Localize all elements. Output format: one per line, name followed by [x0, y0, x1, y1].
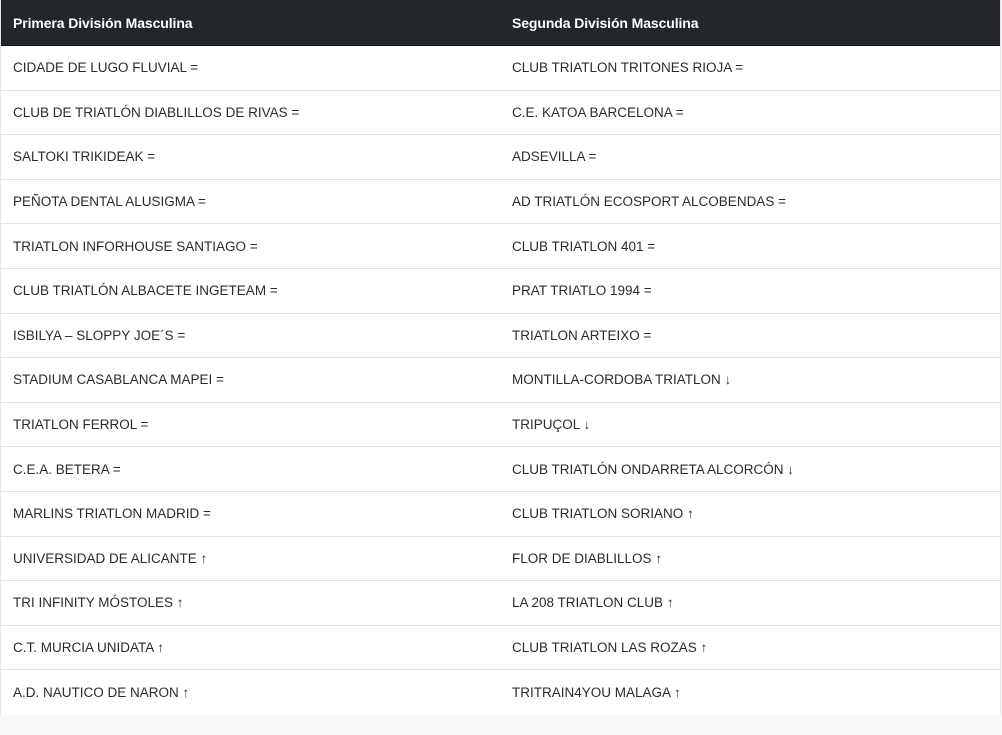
segunda-division-team: CLUB TRIATLON 401 = — [512, 238, 656, 254]
table-row — [1, 581, 1000, 626]
table-row — [1, 91, 1000, 136]
segunda-division-team: PRAT TRIATLO 1994 = — [512, 283, 652, 299]
segunda-division-team: CLUB TRIATLÓN ONDARRETA ALCORCÓN ↓ — [512, 461, 795, 477]
table-row — [1, 314, 1000, 359]
segunda-division-team: TRIPUÇOL ↓ — [512, 417, 591, 433]
primera-division-team: TRIATLON FERROL = — [13, 417, 149, 433]
primera-division-team: CIDADE DE LUGO FLUVIAL = — [13, 60, 199, 76]
primera-division-team: SALTOKI TRIKIDEAK = — [13, 149, 156, 165]
table-row — [1, 492, 1000, 537]
table-row — [1, 180, 1000, 225]
segunda-division-team: AD TRIATLÓN ECOSPORT ALCOBENDAS = — [512, 194, 786, 210]
table-footer-strip — [0, 715, 1002, 735]
segunda-division-team: ADSEVILLA = — [512, 149, 597, 165]
primera-division-team: ISBILYA – SLOPPY JOE´S = — [13, 327, 186, 343]
segunda-division-team: C.E. KATOA BARCELONA = — [512, 104, 684, 120]
table-header — [1, 0, 1000, 46]
table-row — [1, 269, 1000, 314]
primera-division-team: CLUB DE TRIATLÓN DIABLILLOS DE RIVAS = — [13, 104, 300, 120]
primera-division-team: CLUB TRIATLÓN ALBACETE INGETEAM = — [13, 283, 278, 299]
table-row — [1, 46, 1000, 91]
table-body — [1, 46, 1000, 715]
primera-division-team: STADIUM CASABLANCA MAPEI = — [13, 372, 224, 388]
table-row — [1, 135, 1000, 180]
table-row — [1, 626, 1000, 671]
segunda-division-team: TRITRAIN4YOU MALAGA ↑ — [512, 685, 681, 701]
table-row — [1, 670, 1000, 715]
table-row — [1, 358, 1000, 403]
segunda-division-team: TRIATLON ARTEIXO = — [512, 327, 652, 343]
segunda-division-team: LA 208 TRIATLON CLUB ↑ — [512, 595, 674, 611]
primera-division-team: UNIVERSIDAD DE ALICANTE ↑ — [13, 550, 208, 566]
segunda-division-team: CLUB TRIATLON SORIANO ↑ — [512, 506, 694, 522]
segunda-division-team: CLUB TRIATLON LAS ROZAS ↑ — [512, 640, 708, 656]
header-segunda-division: Segunda División Masculina — [512, 14, 699, 31]
segunda-division-team: FLOR DE DIABLILLOS ↑ — [512, 550, 663, 566]
primera-division-team: C.T. MURCIA UNIDATA ↑ — [13, 640, 165, 656]
table-row — [1, 537, 1000, 582]
segunda-division-team: CLUB TRIATLON TRITONES RIOJA = — [512, 60, 744, 76]
table-row — [1, 224, 1000, 269]
primera-division-team: MARLINS TRIATLON MADRID = — [13, 506, 211, 522]
primera-division-team: TRI INFINITY MÓSTOLES ↑ — [13, 595, 184, 611]
primera-division-team: TRIATLON INFORHOUSE SANTIAGO = — [13, 238, 258, 254]
primera-division-team: PEÑOTA DENTAL ALUSIGMA = — [13, 194, 206, 210]
table-row — [1, 447, 1000, 492]
table-row — [1, 403, 1000, 448]
primera-division-team: C.E.A. BETERA = — [13, 461, 121, 477]
header-primera-division: Primera División Masculina — [13, 14, 193, 31]
segunda-division-team: MONTILLA-CORDOBA TRIATLON ↓ — [512, 372, 732, 388]
primera-division-team: A.D. NAUTICO DE NARON ↑ — [13, 685, 190, 701]
